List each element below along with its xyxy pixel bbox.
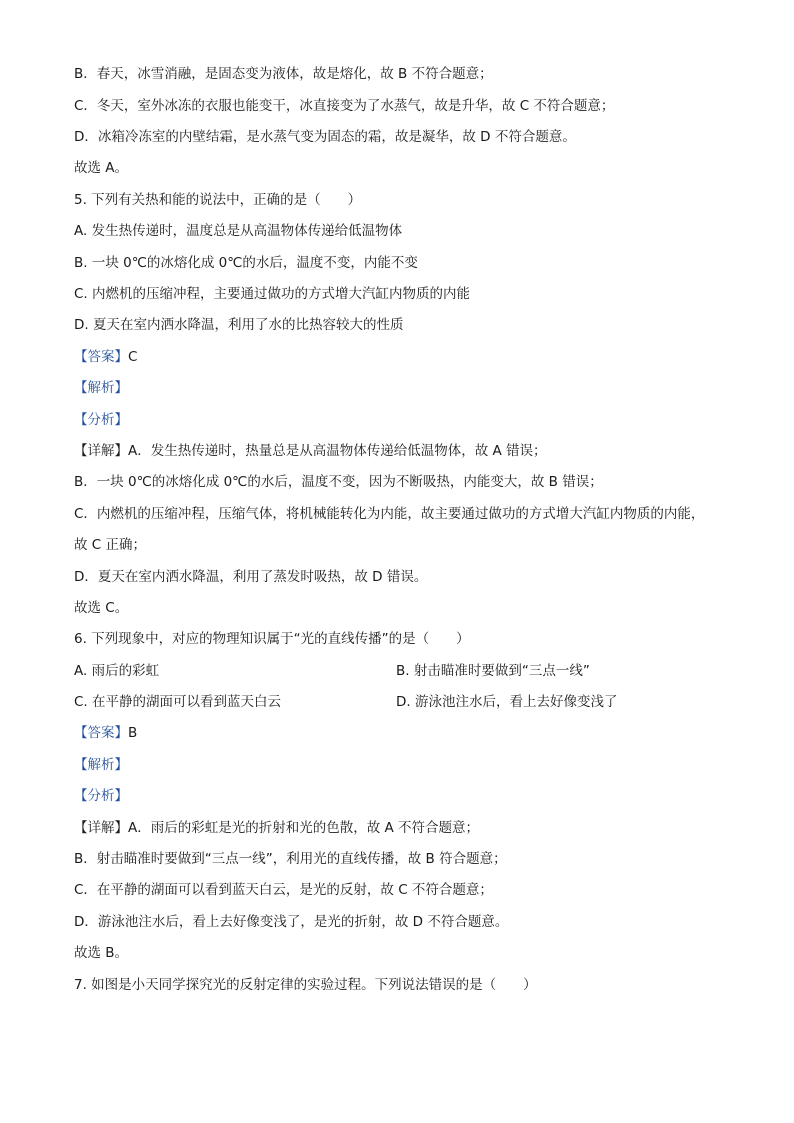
explanation-line: C．内燃机的压缩冲程，压缩气体，将机械能转化为内能，故主要通过做功的方式增大汽缸内物质的内能， (74, 506, 705, 522)
analysis-tag: 【解析】 (74, 380, 128, 396)
question-5-option-c: C. 内燃机的压缩冲程，主要通过做功的方式增大汽缸内物质的内能 (74, 286, 471, 302)
explanation-line: 【详解】A．发生热传递时，热量总是从高温物体传递给低温物体，故 A 错误； (74, 443, 547, 459)
explanation-line: C．在平静的湖面可以看到蓝天白云，是光的反射，故 C 不符合题意； (74, 882, 493, 898)
question-6-option-a: A. 雨后的彩虹 (74, 663, 160, 679)
question-5-option-b: B. 一块 0℃的冰熔化成 0℃的水后，温度不变，内能不变 (74, 255, 418, 271)
explanation-line: D．游泳池注水后，看上去好像变浅了，是光的折射，故 D 不符合题意。 (74, 914, 509, 930)
breakdown-tag: 【分析】 (74, 412, 128, 428)
analysis-tag: 【解析】 (74, 757, 128, 773)
answer-value: C (128, 349, 138, 365)
explanation-line: 【详解】A．雨后的彩虹是光的折射和光的色散，故 A 不符合题意； (74, 820, 480, 836)
question-5-answer (74, 347, 137, 367)
question-6-option-c: C. 在平静的湖面可以看到蓝天白云 (74, 694, 282, 710)
answer-tag: 【答案】 (74, 725, 128, 741)
question-5-option-a: A. 发生热传递时，温度总是从高温物体传递给低温物体 (74, 223, 403, 239)
explanation-line: D．夏天在室内洒水降温，利用了蒸发时吸热，故 D 错误。 (74, 569, 428, 585)
answer-value: B (128, 725, 138, 741)
explanation-line: B．一块 0℃的冰熔化成 0℃的水后，温度不变，因为不断吸热，内能变大，故 B 错误； (74, 474, 603, 490)
text-line: C．冬天，室外冰冻的衣服也能变干，冰直接变为了水蒸气，故是升华，故 C 不符合题意； (74, 98, 615, 114)
explanation-line: 故 C 正确； (74, 537, 147, 553)
answer-tag: 【答案】 (74, 349, 128, 365)
question-6-option-d: D. 游泳池注水后，看上去好像变浅了 (396, 694, 618, 710)
text-line: B．春天，冰雪消融，是固态变为液体，故是熔化，故 B 不符合题意； (74, 66, 493, 82)
conclusion-line: 故选 C。 (74, 600, 129, 616)
question-7-stem: 7. 如图是小天同学探究光的反射定律的实验过程。下列说法错误的是（ ） (74, 977, 537, 993)
explanation-line: B．射击瞄准时要做到“三点一线”，利用光的直线传播，故 B 符合题意； (74, 851, 507, 867)
question-5-stem: 5. 下列有关热和能的说法中，正确的是（ ） (74, 192, 362, 208)
question-6-option-b: B. 射击瞄准时要做到“三点一线” (396, 663, 590, 679)
conclusion-line: 故选 B。 (74, 945, 129, 961)
conclusion-line: 故选 A。 (74, 160, 129, 176)
question-6-stem: 6. 下列现象中，对应的物理知识属于“光的直线传播”的是（ ） (74, 631, 470, 647)
breakdown-tag: 【分析】 (74, 788, 128, 804)
question-5-option-d: D. 夏天在室内洒水降温，利用了水的比热容较大的性质 (74, 317, 404, 333)
question-6-answer (74, 723, 137, 743)
text-line: D．冰箱冷冻室的内壁结霜，是水蒸气变为固态的霜，故是凝华，故 D 不符合题意。 (74, 129, 576, 145)
